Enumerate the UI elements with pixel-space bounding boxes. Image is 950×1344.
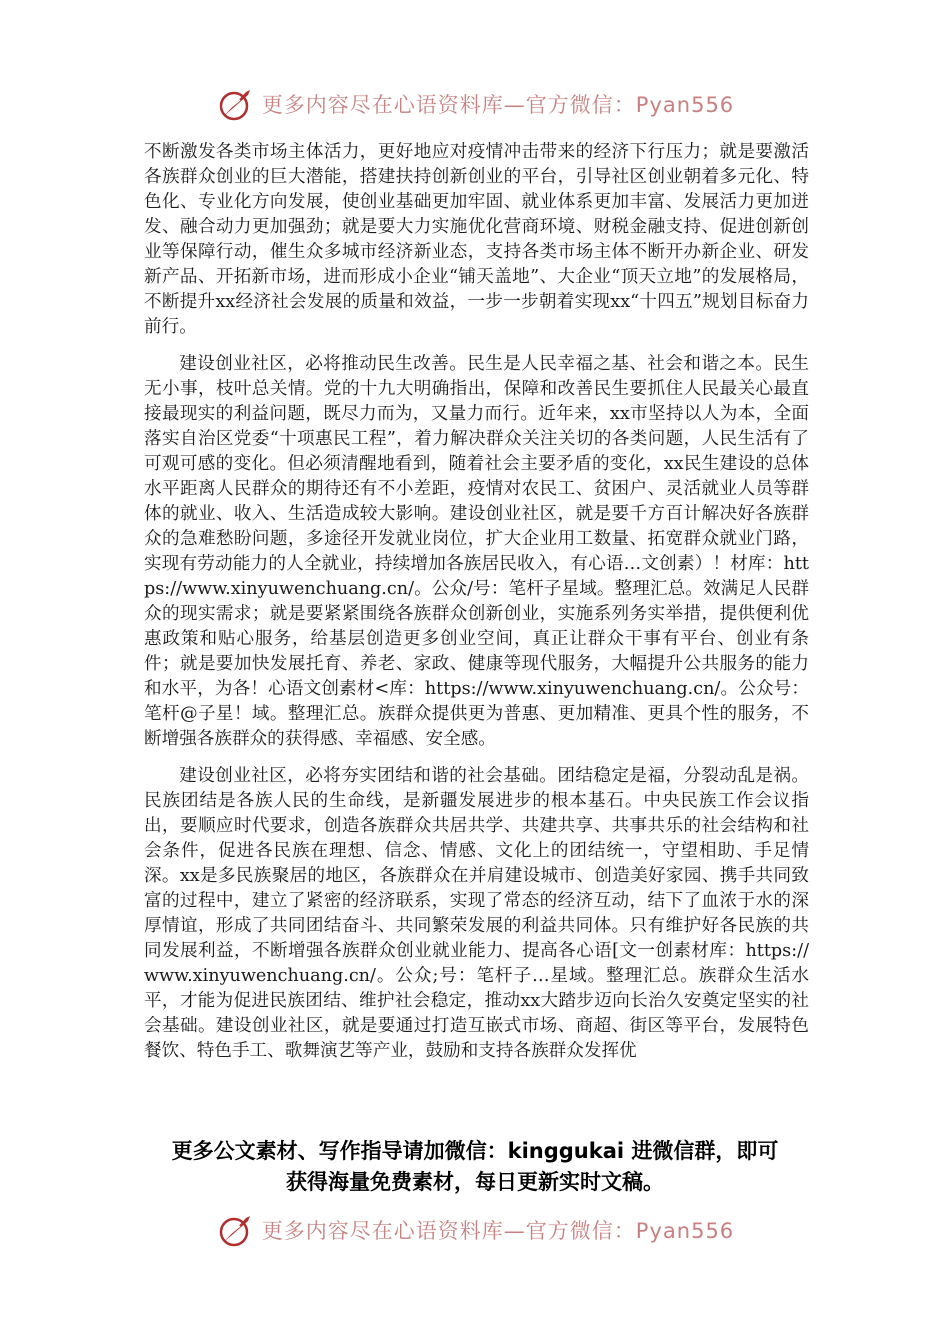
promo-notice [120, 1136, 830, 1198]
footer-banner [0, 1210, 950, 1250]
footer-banner-text: 更多内容尽在心语资料库—官方微信：Pyan556 [261, 1219, 735, 1243]
paragraph-2: 建设创业社区，必将推动民生改善。民生是人民幸福之基、社会和谐之本。民生无小事，枝叶总关情。党的十九大明确指出，保障和改善民生要抓住人民最关心最直接最现实的利益问题，既尽力而为，又量力而行。近年来，xx市坚持以人为本，全面落实自治区党委“十项惠民工程”，着力解决群众关注关切的各类问题，人民生活有了可观可感的变化。但必须清醒地看到，随着社会主要矛盾的变化，xx民生建设的总体水平距离人民群众的期待还有不小差距，疫情对农民工、贫困户、灵活就业人员等群体的就业、收入、生活造成较大影响。建设创业社区，就是要千方百计解决好各族群众的急难愁盼问题，多途径开发就业岗位，扩大企业用工数量、拓宽群众就业门路，实现有劳动能力的人全就业，持续增加各族居民收入，有心语…文创素）！材库：https://www.xinyuwenchuang.cn/。公众/号：笔杆子星域。整理汇总。效满足人民群众的现实需求；就是要紧紧围绕各族群众创新创业，实施系列务实举措，提供便利优惠政策和贴心服务，给基层创造更多创业空间，真正让群众干事有平台、创业有条件；就是要加快发展托育、养老、家政、健康等现代服务，大幅提升公共服务的能力和水平，为各！心语文创素材<库：https://www.xinyuwenchuang.cn/。公众号：笔杆@子星！域。整理汇总。族群众提供更为普惠、更加精准、更具个性的服务，不断增强各族群众的获得感、幸福感、安全感。 [144, 354, 809, 749]
header-banner-text: 更多内容尽在心语资料库—官方微信：Pyan556 [261, 93, 735, 117]
quill-logo-icon [216, 86, 256, 122]
header-banner [0, 84, 950, 124]
promo-line-1: 更多公文素材、写作指导请加微信：kinggukai 进微信群，即可 [171, 1139, 779, 1163]
promo-line-2: 获得海量免费素材，每日更新实时文稿。 [286, 1170, 664, 1194]
paragraph-3: 建设创业社区，必将夯实团结和谐的社会基础。团结稳定是福，分裂动乱是祸。民族团结是各族人民的生命线，是新疆发展进步的根本基石。中央民族工作会议指出，要顺应时代要求，创造各族群众共居共学、共建共享、共事共乐的社会结构和社会条件，促进各民族在理想、信念、情感、文化上的团结统一，守望相助、手足情深。xx是多民族聚居的地区，各族群众在并肩建设城市、创造美好家园、携手共同致富的过程中，建立了紧密的经济联系，实现了常态的经济互动，结下了血浓于水的深厚情谊，形成了共同团结奋斗、共同繁荣发展的利益共同体。只有维护好各民族的共同发展利益，不断增强各族群众创业就业能力、提高各心语[文一创素材库：https://www.xinyuwenchuang.cn/。公众;号：笔杆子…星域。整理汇总。族群众生活水平，才能为促进民族团结、维护社会稳定，推动xx大踏步迈向长治久安奠定坚实的社会基础。建设创业社区，就是要通过打造互嵌式市场、商超、街区等平台，发展特色餐饮、特色手工、歌舞演艺等产业，鼓励和支持各族群众发挥优 [144, 766, 809, 1061]
quill-logo-icon [216, 1212, 256, 1248]
document-body [144, 140, 809, 1076]
paragraph-1: 不断激发各类市场主体活力，更好地应对疫情冲击带来的经济下行压力；就是要激活各族群众创业的巨大潜能，搭建扶持创新创业的平台，引导社区创业朝着多元化、特色化、专业化方向发展，使创业基础更加牢固、就业体系更加丰富、发展活力更加迸发、融合动力更加强劲；就是要大力实施优化营商环境、财税金融支持、促进创新创业等保障行动，催生众多城市经济新业态，支持各类市场主体不断开办新企业、研发新产品、开拓新市场，进而形成小企业“铺天盖地”、大企业“顶天立地”的发展格局，不断提升xx经济社会发展的质量和效益，一步一步朝着实现xx“十四五”规划目标奋力前行。 [144, 142, 809, 337]
